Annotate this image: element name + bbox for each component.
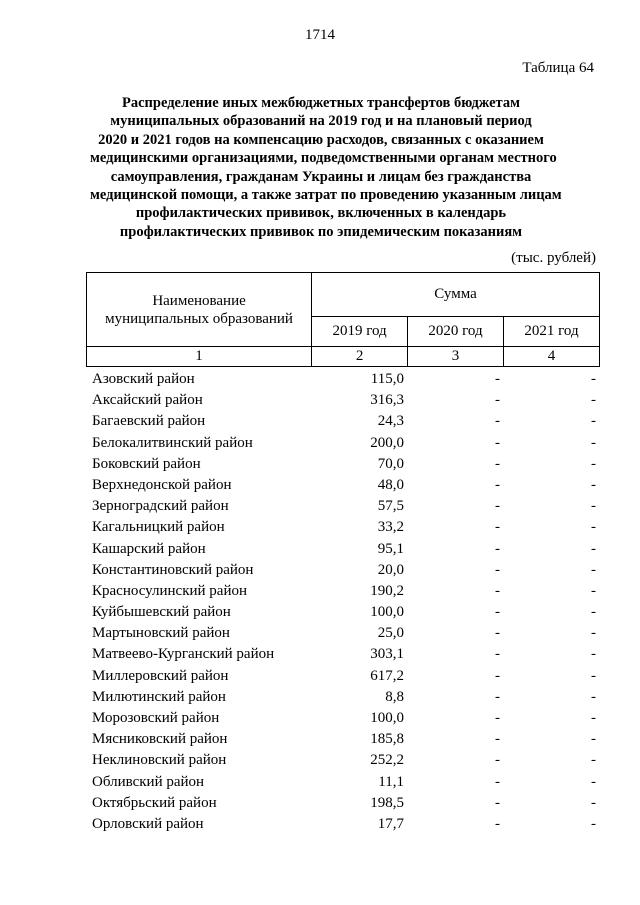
municipality-name: Мясниковский район	[92, 731, 228, 748]
value-2021: -	[591, 752, 596, 769]
table-row	[86, 623, 600, 644]
value-2019: 198,5	[370, 794, 404, 811]
page-number: 1714	[305, 27, 335, 43]
table-row	[86, 369, 600, 390]
header-name-line1: Наименование	[152, 292, 246, 309]
value-2020: -	[495, 604, 500, 621]
municipality-name: Октябрьский район	[92, 794, 217, 811]
value-2020: -	[495, 413, 500, 430]
value-2019: 33,2	[377, 519, 404, 536]
table-row	[86, 729, 600, 750]
value-2021: -	[591, 476, 596, 493]
value-2020: -	[495, 498, 500, 515]
value-2019: 316,3	[370, 392, 404, 409]
document-title	[90, 94, 562, 241]
column-number-2: 2	[312, 347, 408, 367]
value-2020: -	[495, 371, 500, 387]
table-label: Таблица 64	[522, 60, 594, 76]
value-2019: 11,1	[378, 773, 404, 790]
value-2019: 115,0	[370, 371, 404, 387]
table-row	[86, 750, 600, 771]
header-name-line2: муниципальных образований	[105, 310, 293, 327]
municipality-name: Зерноградский район	[92, 498, 229, 515]
header-year-2021: 2021 год	[504, 317, 600, 347]
units-label: (тыс. рублей)	[511, 250, 596, 266]
table-row	[86, 517, 600, 538]
header-year-2020: 2020 год	[408, 317, 504, 347]
value-2021: -	[591, 413, 596, 430]
value-2020: -	[495, 625, 500, 642]
value-2019: 95,1	[377, 540, 404, 557]
municipality-name: Куйбышевский район	[92, 604, 231, 621]
municipality-name: Белокалитвинский район	[92, 434, 253, 451]
title-line: медицинскими организациями, подведомственными органам местного	[90, 150, 557, 167]
value-2021: -	[591, 392, 596, 409]
table-row	[86, 687, 600, 708]
value-2020: -	[495, 476, 500, 493]
table-row	[86, 814, 600, 835]
title-line: профилактических прививок, включенных в календарь	[135, 205, 507, 222]
table-row	[86, 560, 600, 581]
table-row	[86, 454, 600, 475]
value-2019: 8,8	[385, 688, 404, 705]
title-line: профилактических прививок по эпидемическим показаниям	[119, 223, 523, 240]
value-2020: -	[495, 667, 500, 684]
column-number-3: 3	[408, 347, 504, 367]
value-2020: -	[495, 540, 500, 557]
value-2020: -	[495, 455, 500, 472]
value-2021: -	[591, 498, 596, 515]
value-2019: 48,0	[377, 476, 404, 493]
value-2020: -	[495, 773, 500, 790]
municipality-name: Багаевский район	[92, 413, 206, 430]
value-2020: -	[495, 752, 500, 769]
value-2019: 185,8	[370, 731, 404, 748]
table-row	[86, 496, 600, 517]
municipality-name: Неклиновский район	[92, 752, 227, 769]
value-2019: 70,0	[377, 455, 404, 472]
column-number-1: 1	[87, 347, 312, 367]
value-2021: -	[591, 815, 596, 832]
value-2020: -	[495, 434, 500, 451]
title-line: муниципальных образований на 2019 год и на плановый период	[110, 113, 532, 130]
value-2019: 24,3	[377, 413, 404, 430]
table-row	[86, 390, 600, 411]
value-2021: -	[591, 604, 596, 621]
table-row	[86, 539, 600, 560]
value-2021: -	[591, 710, 596, 726]
table-row	[86, 708, 600, 729]
value-2019: 303,1	[370, 646, 404, 663]
table-row	[86, 666, 600, 687]
value-2021: -	[591, 773, 596, 790]
header-name-cell	[87, 273, 312, 347]
value-2021: -	[591, 561, 596, 578]
value-2020: -	[495, 519, 500, 536]
municipality-name: Милютинский район	[92, 688, 226, 705]
value-2019: 57,5	[377, 498, 404, 515]
value-2021: -	[591, 519, 596, 536]
value-2021: -	[591, 667, 596, 684]
value-2020: -	[495, 688, 500, 705]
municipality-name: Верхнедонской район	[92, 476, 232, 493]
value-2021: -	[591, 731, 596, 748]
value-2021: -	[591, 794, 596, 811]
municipality-name: Кашарский район	[92, 540, 206, 557]
municipality-name: Боковский район	[92, 455, 201, 472]
value-2021: -	[591, 582, 596, 599]
table-row	[86, 475, 600, 496]
municipality-name: Аксайский район	[92, 392, 203, 409]
municipality-name: Мартыновский район	[92, 625, 230, 642]
value-2019: 100,0	[370, 710, 404, 726]
value-2021: -	[591, 625, 596, 642]
value-2019: 190,2	[370, 582, 404, 599]
title-line: Распределение иных межбюджетных трансфертов бюджетам	[122, 95, 520, 111]
municipality-name: Матвеево-Курганский район	[92, 646, 275, 663]
value-2021: -	[591, 455, 596, 472]
header-sum-cell: Сумма	[312, 273, 600, 317]
title-line: 2020 и 2021 годов на компенсацию расходов, связанных с оказанием	[98, 131, 544, 148]
value-2020: -	[495, 710, 500, 726]
table-row	[86, 433, 600, 454]
title-line: медицинской помощи, а также затрат по проведению указанным лицам	[90, 187, 562, 204]
municipality-name: Красносулинский район	[92, 582, 248, 599]
value-2019: 100,0	[370, 604, 404, 621]
value-2020: -	[495, 646, 500, 663]
table-row	[86, 602, 600, 623]
municipality-name: Морозовский район	[92, 710, 220, 726]
table-row	[86, 793, 600, 814]
value-2021: -	[591, 371, 596, 387]
value-2020: -	[495, 815, 500, 832]
value-2020: -	[495, 794, 500, 811]
municipality-name: Обливский район	[92, 773, 205, 790]
value-2021: -	[591, 646, 596, 663]
header-year-2019: 2019 год	[312, 317, 408, 347]
table-row	[86, 644, 600, 665]
value-2021: -	[591, 540, 596, 557]
value-2019: 17,7	[377, 815, 404, 832]
municipality-name: Азовский район	[92, 371, 195, 387]
value-2019: 25,0	[377, 625, 404, 642]
table-header	[86, 272, 600, 367]
value-2020: -	[495, 582, 500, 599]
value-2020: -	[495, 561, 500, 578]
table-body	[86, 369, 600, 835]
value-2021: -	[591, 434, 596, 451]
municipality-name: Константиновский район	[92, 561, 254, 578]
table-row	[86, 772, 600, 793]
municipality-name: Миллеровский район	[92, 667, 229, 684]
value-2019: 617,2	[370, 667, 404, 684]
municipality-name: Кагальницкий район	[92, 519, 225, 536]
value-2019: 252,2	[370, 752, 404, 769]
table-row	[86, 581, 600, 602]
municipality-name: Орловский район	[92, 815, 204, 832]
value-2019: 200,0	[370, 434, 404, 451]
value-2020: -	[495, 392, 500, 409]
value-2020: -	[495, 731, 500, 748]
table-row	[86, 411, 600, 432]
value-2021: -	[591, 688, 596, 705]
title-line: самоуправления, гражданам Украины и лицам без гражданства	[110, 168, 532, 185]
column-number-4: 4	[504, 347, 600, 367]
value-2019: 20,0	[377, 561, 404, 578]
